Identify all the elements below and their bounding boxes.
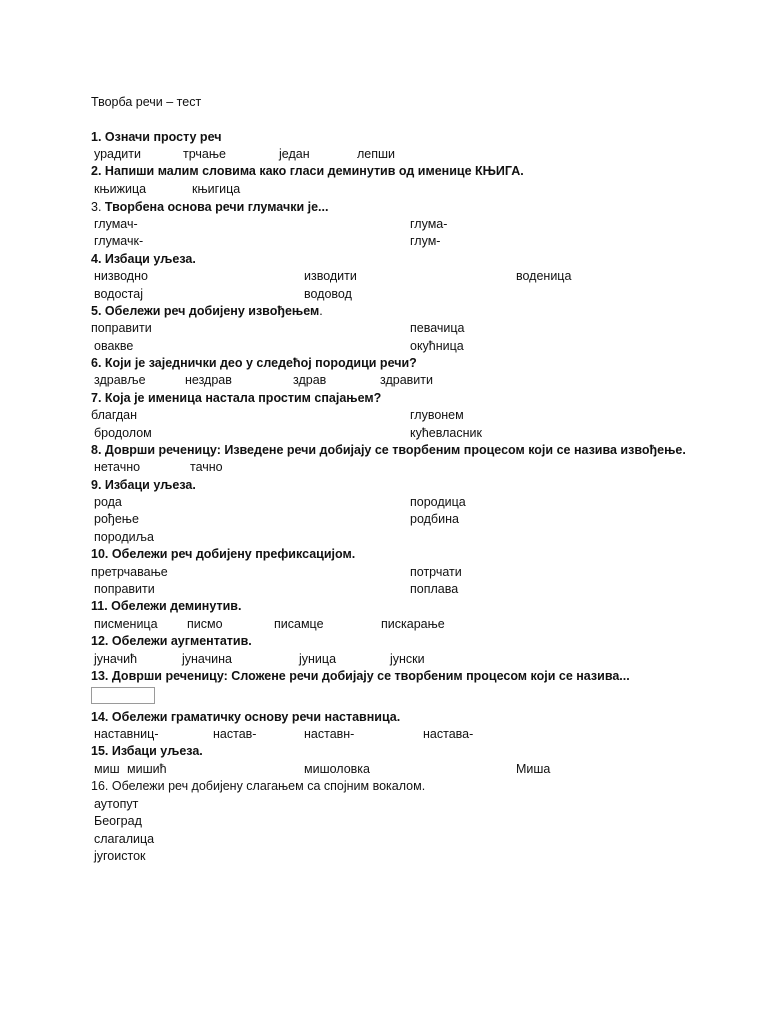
option[interactable]: породиља xyxy=(94,530,154,544)
question-7 xyxy=(91,390,381,406)
question-text: Творбена основа речи глумачки је... xyxy=(104,200,329,214)
question-suffix: . xyxy=(319,304,323,318)
option[interactable]: поправити xyxy=(91,321,152,335)
option[interactable]: јунски xyxy=(390,652,425,666)
option[interactable]: нетачно xyxy=(94,460,141,474)
question-text: Избаци уљеза. xyxy=(104,252,196,266)
question-text: Обележи деминутив. xyxy=(111,599,242,613)
option[interactable]: певачица xyxy=(410,321,465,335)
option[interactable]: поплава xyxy=(410,582,459,596)
option[interactable]: један xyxy=(279,147,310,161)
option[interactable]: књигица xyxy=(192,182,241,196)
option[interactable]: глумачк- xyxy=(94,234,144,248)
question-9 xyxy=(91,477,196,493)
option[interactable]: Миша xyxy=(516,762,551,776)
option[interactable]: низводно xyxy=(94,269,148,283)
document-title: Творба речи – тест xyxy=(91,95,202,109)
question-text: Означи просту реч xyxy=(104,130,222,144)
option[interactable]: здрав xyxy=(293,373,327,387)
question-number: 11. xyxy=(91,599,108,613)
question-text: Напиши малим словима како гласи деминутив од именице КЊИГА. xyxy=(104,164,524,178)
question-text: Обележи аугментатив. xyxy=(111,634,252,648)
question-number: 7. xyxy=(91,391,102,405)
option[interactable]: пискарање xyxy=(381,617,445,631)
question-number: 10. xyxy=(91,547,109,561)
option[interactable]: породица xyxy=(410,495,466,509)
option[interactable]: Београд xyxy=(94,814,142,828)
option[interactable]: благдан xyxy=(91,408,137,422)
option[interactable]: рода xyxy=(94,495,122,509)
option[interactable]: наставниц- xyxy=(94,727,159,741)
option[interactable]: слагалица xyxy=(94,832,155,846)
question-text: Доврши реченицу: Сложене речи добијају се творбеним процесом који се назива... xyxy=(111,669,630,683)
option[interactable]: здравље xyxy=(94,373,146,387)
question-text: Који је заједнички део у следећој породици речи? xyxy=(104,356,417,370)
question-number: 8. xyxy=(91,443,102,457)
option[interactable]: мишоловка xyxy=(304,762,371,776)
option[interactable]: здравити xyxy=(380,373,433,387)
question-text: Која је именица настала простим спајањем? xyxy=(104,391,382,405)
question-number: 14. xyxy=(91,710,109,724)
question-text: Обележи реч добијену извођењем xyxy=(104,304,320,318)
question-11 xyxy=(91,598,241,614)
question-1 xyxy=(91,129,221,145)
question-13 xyxy=(91,668,630,684)
option[interactable]: писменица xyxy=(94,617,158,631)
option[interactable]: миш xyxy=(94,762,120,776)
option[interactable]: писамце xyxy=(274,617,324,631)
option[interactable]: југоисток xyxy=(94,849,146,863)
question-text: Избаци уљеза. xyxy=(111,744,203,758)
question-2 xyxy=(91,163,524,179)
question-10 xyxy=(91,546,355,562)
question-text: Доврши реченицу: Изведене речи добијају се творбеним процесом који се назива извођење. xyxy=(104,443,686,457)
option[interactable]: настава- xyxy=(423,727,474,741)
question-14 xyxy=(91,709,400,725)
question-text: Обележи реч добијену префиксацијом. xyxy=(111,547,356,561)
answer-text-field[interactable] xyxy=(91,687,155,704)
option[interactable]: тачно xyxy=(190,460,223,474)
option[interactable]: глума- xyxy=(410,217,448,231)
question-text: Обележи граматичку основу речи наставница. xyxy=(111,710,401,724)
question-15 xyxy=(91,743,203,759)
question-5 xyxy=(91,303,323,319)
option[interactable]: водовод xyxy=(304,287,352,301)
option[interactable]: родбина xyxy=(410,512,459,526)
question-text: Избаци уљеза. xyxy=(104,478,196,492)
option[interactable]: воденица xyxy=(516,269,572,283)
question-number: 3. xyxy=(91,200,102,214)
question-text: Обележи реч добијену слагањем са спојним вокалом. xyxy=(111,779,426,793)
question-number: 13. xyxy=(91,669,109,683)
option[interactable]: поправити xyxy=(94,582,155,596)
option[interactable]: наставн- xyxy=(304,727,355,741)
option[interactable]: аутопут xyxy=(94,797,139,811)
question-number: 9. xyxy=(91,478,102,492)
question-number: 15. xyxy=(91,744,109,758)
option[interactable]: урадити xyxy=(94,147,141,161)
question-number: 2. xyxy=(91,164,102,178)
question-number: 4. xyxy=(91,252,102,266)
option[interactable]: рођење xyxy=(94,512,139,526)
option[interactable]: нездрав xyxy=(185,373,232,387)
option[interactable]: лепши xyxy=(357,147,396,161)
question-number: 5. xyxy=(91,304,102,318)
option[interactable]: овакве xyxy=(94,339,134,353)
option[interactable]: јуначић xyxy=(94,652,138,666)
option[interactable]: настав- xyxy=(213,727,257,741)
option[interactable]: изводити xyxy=(304,269,357,283)
option[interactable]: мишић xyxy=(127,762,167,776)
option[interactable]: глумач- xyxy=(94,217,138,231)
option[interactable]: претрчавање xyxy=(91,565,168,579)
option[interactable]: писмо xyxy=(187,617,223,631)
option[interactable]: окућница xyxy=(410,339,464,353)
option[interactable]: водостај xyxy=(94,287,143,301)
option[interactable]: кућевласник xyxy=(410,426,482,440)
question-number: 16. xyxy=(91,779,109,793)
option[interactable]: бродолом xyxy=(94,426,152,440)
option[interactable]: глувонем xyxy=(410,408,464,422)
question-number: 6. xyxy=(91,356,102,370)
option[interactable]: јуначина xyxy=(182,652,232,666)
question-number: 12. xyxy=(91,634,109,648)
question-16 xyxy=(91,778,425,794)
option[interactable]: књижица xyxy=(94,182,147,196)
option[interactable]: потрчати xyxy=(410,565,462,579)
question-4 xyxy=(91,251,196,267)
question-12 xyxy=(91,633,252,649)
question-8 xyxy=(91,442,686,458)
option[interactable]: трчање xyxy=(183,147,226,161)
question-3 xyxy=(91,199,328,215)
question-number: 1. xyxy=(91,130,102,144)
option[interactable]: јуница xyxy=(299,652,337,666)
option[interactable]: глум- xyxy=(410,234,441,248)
question-6 xyxy=(91,355,417,371)
